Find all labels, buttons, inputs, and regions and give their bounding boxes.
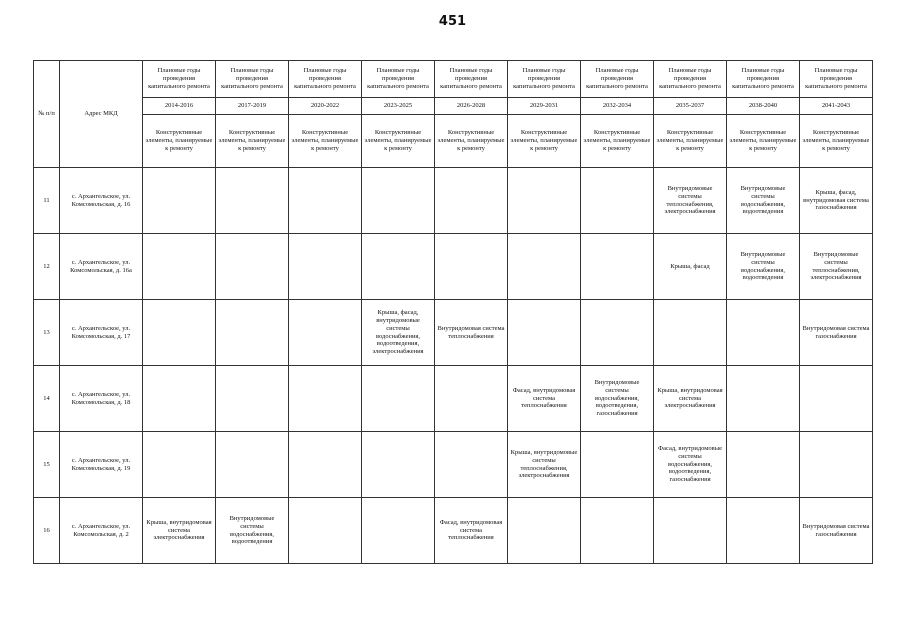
repair-cell: [727, 498, 800, 564]
row-address: с. Архангельское, ул. Комсомольская, д. 16а: [60, 234, 143, 300]
period-elements-header: Конструктивные элементы, планируемые к ремонту: [727, 115, 800, 168]
repair-cell: [362, 234, 435, 300]
row-number: 13: [34, 300, 60, 366]
repair-cell: [435, 432, 508, 498]
period-elements-header: Конструктивные элементы, планируемые к ремонту: [581, 115, 654, 168]
table-row: [34, 432, 873, 498]
period-years: 2014-2016: [143, 98, 216, 115]
repair-cell: [581, 300, 654, 366]
period-years: 2035-2037: [654, 98, 727, 115]
period-head: Плановые годы проведения капитального ремонта: [216, 61, 289, 98]
repair-cell: Фасад, внутридомовая система теплоснабжения: [508, 366, 581, 432]
repair-cell: [216, 432, 289, 498]
repair-cell: [654, 498, 727, 564]
repair-cell: [216, 366, 289, 432]
period-head: Плановые годы проведения капитального ремонта: [362, 61, 435, 98]
period-elements-header: Конструктивные элементы, планируемые к ремонту: [143, 115, 216, 168]
capital-repair-schedule-table: [33, 60, 873, 564]
period-years: 2017-2019: [216, 98, 289, 115]
row-number: 12: [34, 234, 60, 300]
repair-cell: Фасад, внутридомовые системы водоснабжения, водоотведения, газоснабжения: [654, 432, 727, 498]
row-address: с. Архангельское, ул. Комсомольская, д. 18: [60, 366, 143, 432]
repair-cell: Внутридомовые системы водоснабжения, водоотведения: [216, 498, 289, 564]
period-head: Плановые годы проведения капитального ремонта: [435, 61, 508, 98]
period-years: 2041-2043: [800, 98, 873, 115]
repair-cell: [289, 300, 362, 366]
repair-cell: [435, 168, 508, 234]
period-head: Плановые годы проведения капитального ремонта: [654, 61, 727, 98]
repair-cell: [727, 432, 800, 498]
repair-cell: [800, 366, 873, 432]
repair-cell: [581, 168, 654, 234]
period-elements-header: Конструктивные элементы, планируемые к ремонту: [289, 115, 362, 168]
repair-cell: [508, 234, 581, 300]
table-row: [34, 300, 873, 366]
repair-cell: [581, 432, 654, 498]
repair-cell: Внутридомовые системы водоснабжения, водоотведения: [727, 234, 800, 300]
repair-cell: Крыша, фасад: [654, 234, 727, 300]
period-head: Плановые годы проведения капитального ремонта: [800, 61, 873, 98]
repair-cell: [289, 168, 362, 234]
repair-cell: [289, 234, 362, 300]
repair-cell: [143, 300, 216, 366]
repair-cell: Крыша, фасад, внутридомовая система газоснабжения: [800, 168, 873, 234]
repair-cell: [289, 498, 362, 564]
period-elements-header: Конструктивные элементы, планируемые к ремонту: [435, 115, 508, 168]
row-address: с. Архангельское, ул. Комсомольская, д. 17: [60, 300, 143, 366]
row-address: с. Архангельское, ул. Комсомольская, д. 2: [60, 498, 143, 564]
row-number: 16: [34, 498, 60, 564]
page-number: 451: [438, 14, 467, 29]
repair-cell: Внутридомовая система газоснабжения: [800, 300, 873, 366]
row-number: 11: [34, 168, 60, 234]
period-head: Плановые годы проведения капитального ремонта: [727, 61, 800, 98]
repair-cell: Внутридомовая система теплоснабжения: [435, 300, 508, 366]
repair-cell: Внутридомовая система газоснабжения: [800, 498, 873, 564]
repair-cell: [435, 366, 508, 432]
row-address: с. Архангельское, ул. Комсомольская, д. 16: [60, 168, 143, 234]
repair-cell: [435, 234, 508, 300]
period-head: Плановые годы проведения капитального ремонта: [289, 61, 362, 98]
repair-cell: [143, 366, 216, 432]
period-elements-header: Конструктивные элементы, планируемые к ремонту: [508, 115, 581, 168]
period-elements-header: Конструктивные элементы, планируемые к ремонту: [362, 115, 435, 168]
repair-cell: Фасад, внутридомовая система теплоснабжения: [435, 498, 508, 564]
repair-cell: [727, 300, 800, 366]
period-years: 2020-2022: [289, 98, 362, 115]
repair-cell: [216, 234, 289, 300]
col-header-address: Адрес МКД: [60, 61, 143, 168]
repair-cell: [581, 498, 654, 564]
repair-cell: [362, 168, 435, 234]
period-years: 2032-2034: [581, 98, 654, 115]
repair-cell: [216, 300, 289, 366]
repair-cell: Внутридомовые системы водоснабжения, водоотведения, газоснабжения: [581, 366, 654, 432]
repair-cell: Внутридомовые системы теплоснабжения, электроснабжения: [654, 168, 727, 234]
repair-cell: [654, 300, 727, 366]
period-years: 2038-2040: [727, 98, 800, 115]
period-years: 2026-2028: [435, 98, 508, 115]
repair-cell: Внутридомовые системы теплоснабжения, электроснабжения: [800, 234, 873, 300]
period-head: Плановые годы проведения капитального ремонта: [143, 61, 216, 98]
period-head: Плановые годы проведения капитального ремонта: [508, 61, 581, 98]
repair-cell: [289, 432, 362, 498]
period-elements-header: Конструктивные элементы, планируемые к ремонту: [800, 115, 873, 168]
repair-cell: [143, 168, 216, 234]
col-header-number: № п/п: [34, 61, 60, 168]
repair-cell: [362, 498, 435, 564]
repair-cell: Крыша, внутридомовая система электроснабжения: [143, 498, 216, 564]
repair-cell: [143, 432, 216, 498]
repair-cell: [508, 300, 581, 366]
table-row: [34, 168, 873, 234]
period-years: 2029-2031: [508, 98, 581, 115]
repair-cell: [216, 168, 289, 234]
period-head: Плановые годы проведения капитального ремонта: [581, 61, 654, 98]
repair-cell: [362, 432, 435, 498]
period-elements-header: Конструктивные элементы, планируемые к ремонту: [654, 115, 727, 168]
table-header: [34, 61, 873, 168]
repair-cell: Крыша, внутридомовая система электроснабжения: [654, 366, 727, 432]
repair-cell: [143, 234, 216, 300]
repair-cell: Крыша, фасад, внутридомовые системы водоснабжения, водоотведения, электроснабжения: [362, 300, 435, 366]
row-address: с. Архангельское, ул. Комсомольская, д. 19: [60, 432, 143, 498]
row-number: 15: [34, 432, 60, 498]
repair-cell: Внутридомовые системы водоснабжения, водоотведения: [727, 168, 800, 234]
table-row: [34, 498, 873, 564]
repair-cell: [508, 168, 581, 234]
table-row: [34, 234, 873, 300]
table-row: [34, 366, 873, 432]
period-years: 2023-2025: [362, 98, 435, 115]
row-number: 14: [34, 366, 60, 432]
repair-cell: [508, 498, 581, 564]
table-body: [34, 168, 873, 564]
period-elements-header: Конструктивные элементы, планируемые к ремонту: [216, 115, 289, 168]
repair-cell: Крыша, внутридомовые системы теплоснабжения, электроснабжения: [508, 432, 581, 498]
repair-cell: [800, 432, 873, 498]
repair-cell: [362, 366, 435, 432]
repair-cell: [289, 366, 362, 432]
repair-cell: [581, 234, 654, 300]
repair-cell: [727, 366, 800, 432]
